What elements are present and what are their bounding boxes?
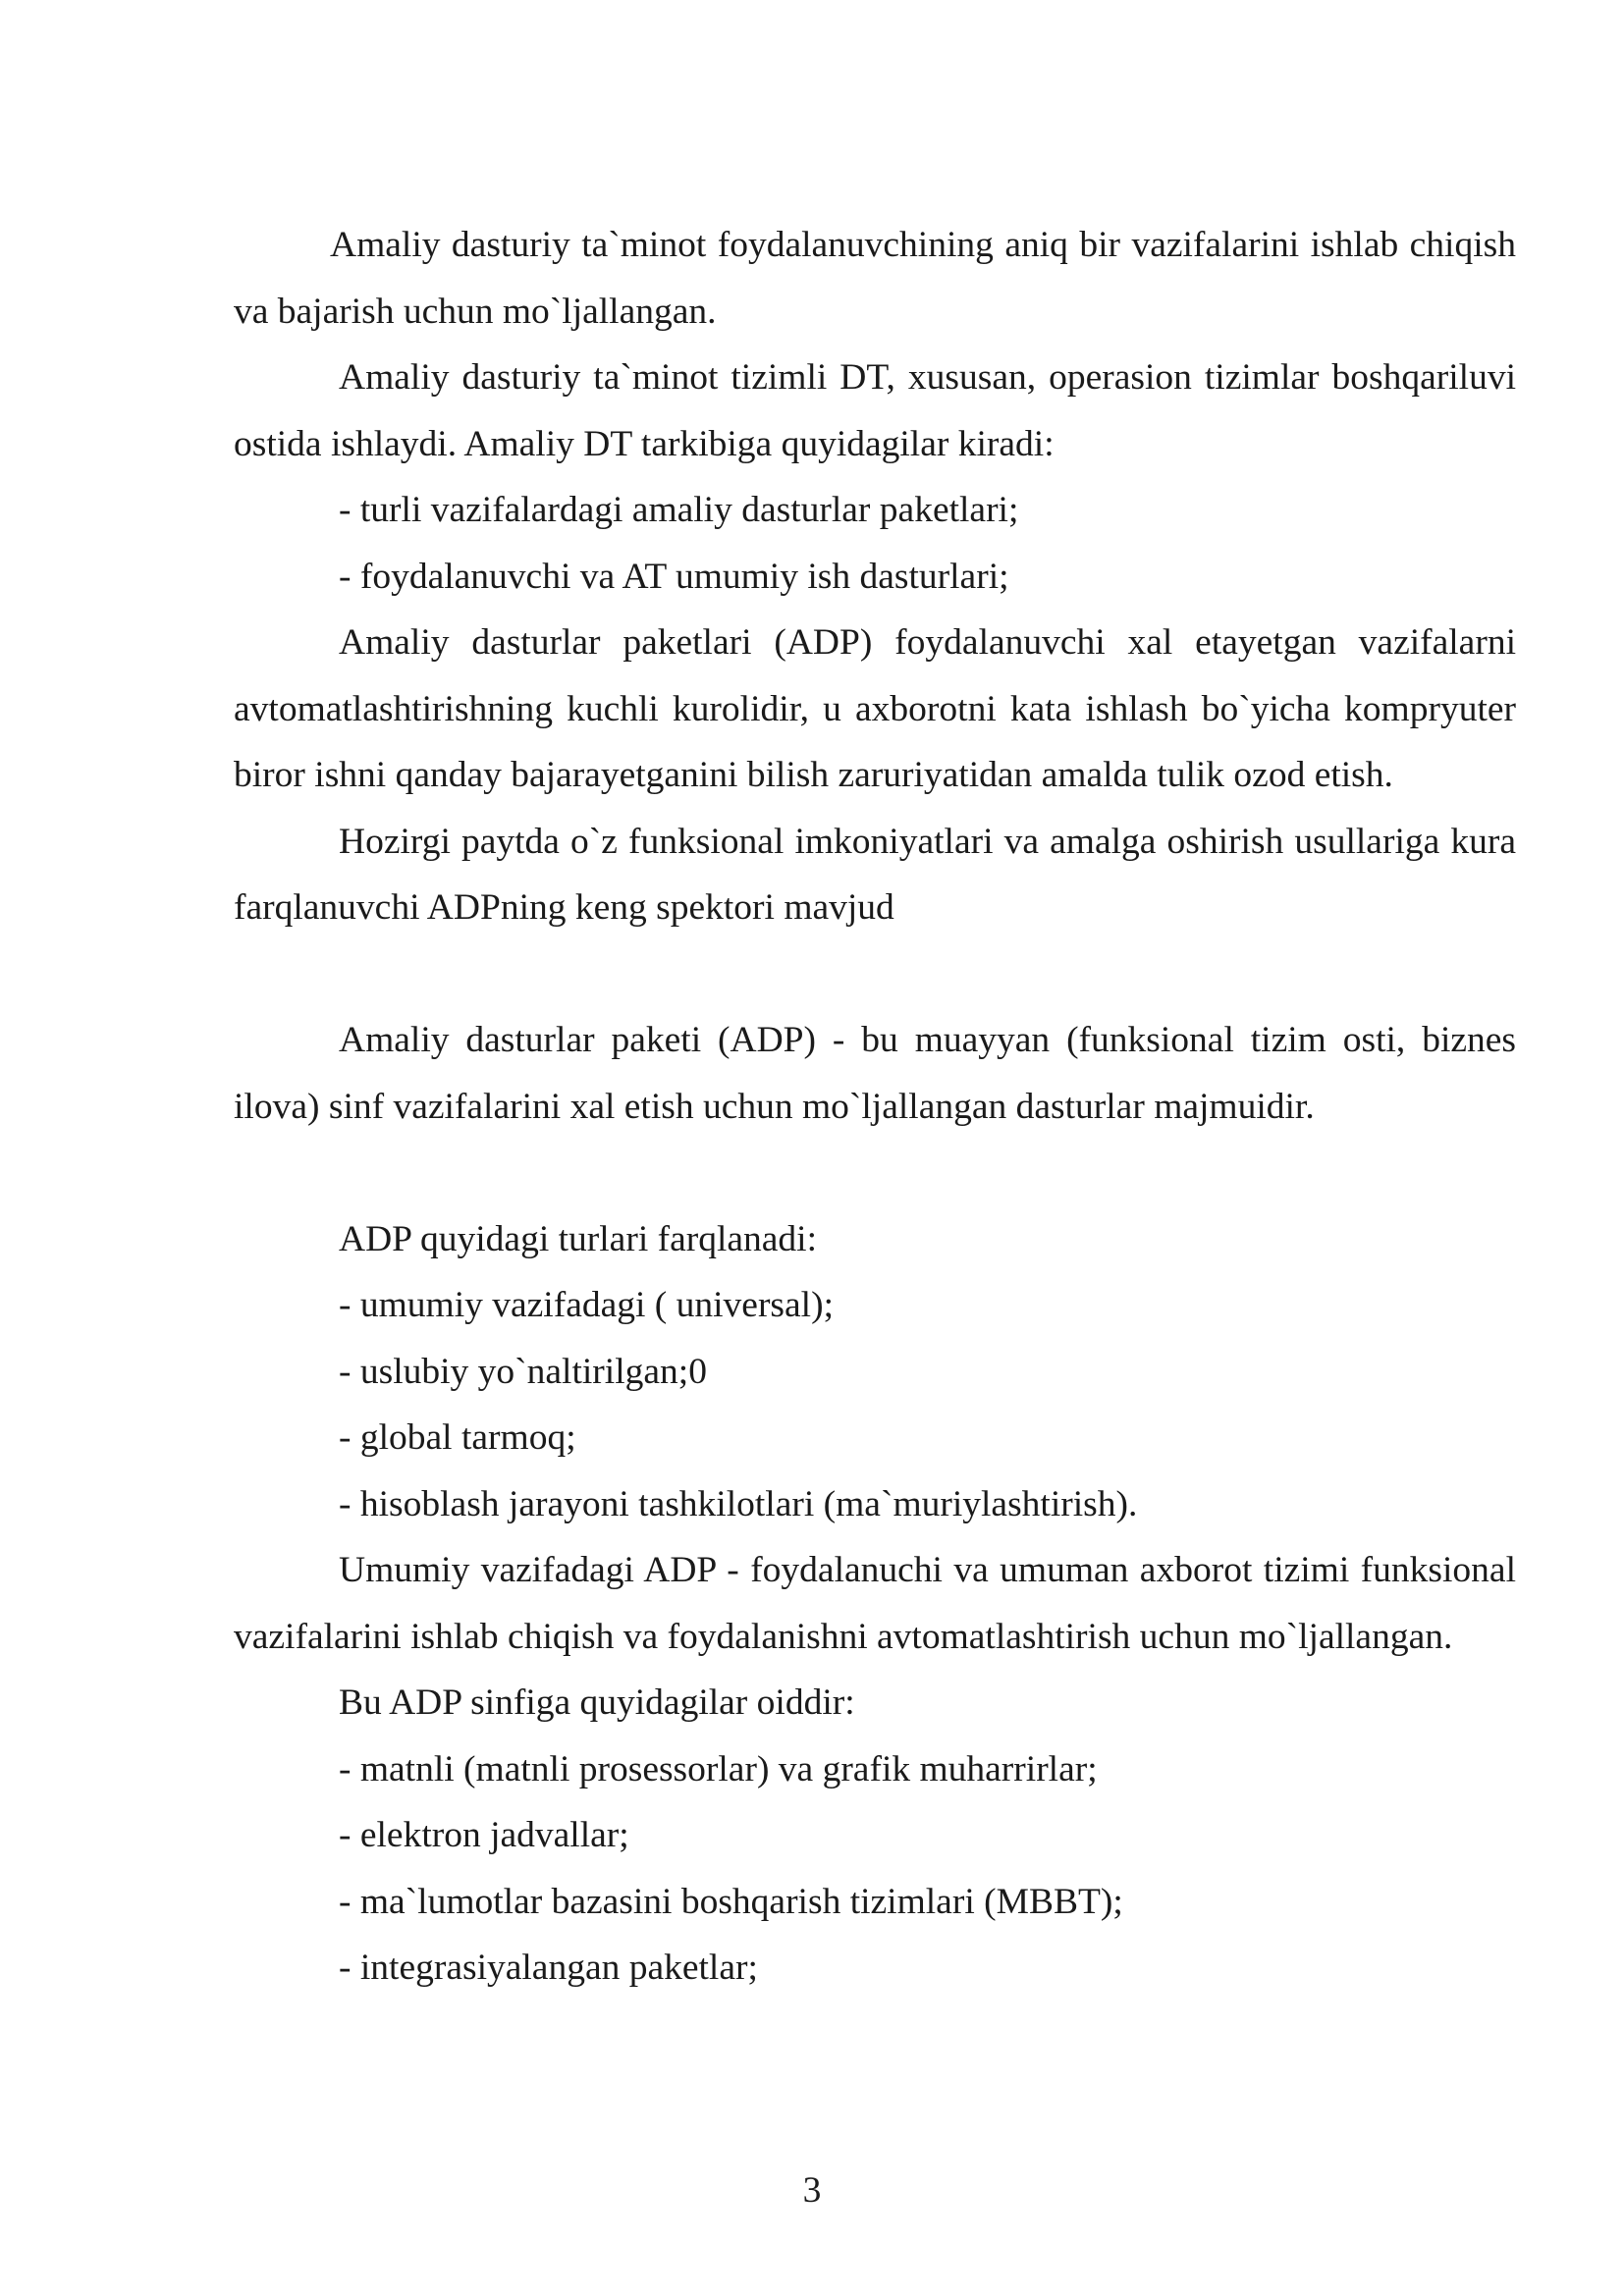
page-number: 3 [802, 2170, 822, 2211]
list-item: - hisoblash jarayoni tashkilotlari (ma`muriylashtirish). [339, 1483, 1138, 1524]
list-item: - uslubiy yo`naltirilgan;0 [339, 1351, 707, 1392]
paragraph-general-purpose-adp: Umumiy vazifadagi ADP - foydalanuchi va umuman axborot tizimi funksional vazifalarini ishlab chiqish va foydalanishni avtomatlashtirish uchun mo`ljallangan. [234, 1550, 1516, 1657]
list-item: - global tarmoq; [339, 1417, 576, 1458]
list-item: - ma`lumotlar bazasini boshqarish tizimlari (MBBT); [339, 1881, 1123, 1922]
list-heading-adp-class: Bu ADP sinfiga quyidagilar oiddir: [339, 1682, 855, 1723]
list-heading-adp-types: ADP quyidagi turlari farqlanadi: [339, 1218, 818, 1259]
paragraph-adp-definition: Amaliy dasturlar paketi (ADP) - bu muayyan (funksional tizim osti, biznes ilova) sinf vazifalarini xal etish uchun mo`ljallangan dasturlar majmuidir. [234, 1020, 1516, 1127]
list-item: - matnli (matnli prosessorlar) va grafik muharrirlar; [339, 1748, 1098, 1789]
paragraph-applied-software-definition: Amaliy dasturiy ta`minot foydalanuvchining aniq bir vazifalarini ishlab chiqish va bajarish uchun mo`ljallangan. [234, 225, 1516, 332]
paragraph-adp-tool: Amaliy dasturlar paketlari (ADP) foydalanuvchi xal etayetgan vazifalarni avtomatlashtirishning kuchli kurolidir, u axborotni kata ishlash bo`yicha kompryuter biror ishni qanday bajarayetganini bilish zaruriyatidan amalda tulik ozod etish. [234, 622, 1516, 795]
list-item: - umumiy vazifadagi ( universal); [339, 1285, 834, 1325]
paragraph-gap [234, 1140, 1516, 1206]
list-item: - turli vazifalardagi amaliy dasturlar paketlari; [339, 490, 1019, 530]
paragraph-gap [234, 941, 1516, 1008]
paragraph-adp-spectrum: Hozirgi paytda o`z funksional imkoniyatlari va amalga oshirish usullariga kura farqlanuvchi ADPning keng spektori mavjud [234, 821, 1516, 928]
list-item: - elektron jadvallar; [339, 1815, 629, 1855]
list-item: - integrasiyalangan paketlar; [339, 1948, 758, 1988]
page-body [234, 212, 1516, 2002]
paragraph-applied-software-under-os: Amaliy dasturiy ta`minot tizimli DT, xususan, operasion tizimlar boshqariluvi ostida ishlaydi. Amaliy DT tarkibiga quyidagilar kiradi: [234, 357, 1516, 464]
list-item: - foydalanuvchi va AT umumiy ish dasturlari; [339, 556, 1009, 597]
